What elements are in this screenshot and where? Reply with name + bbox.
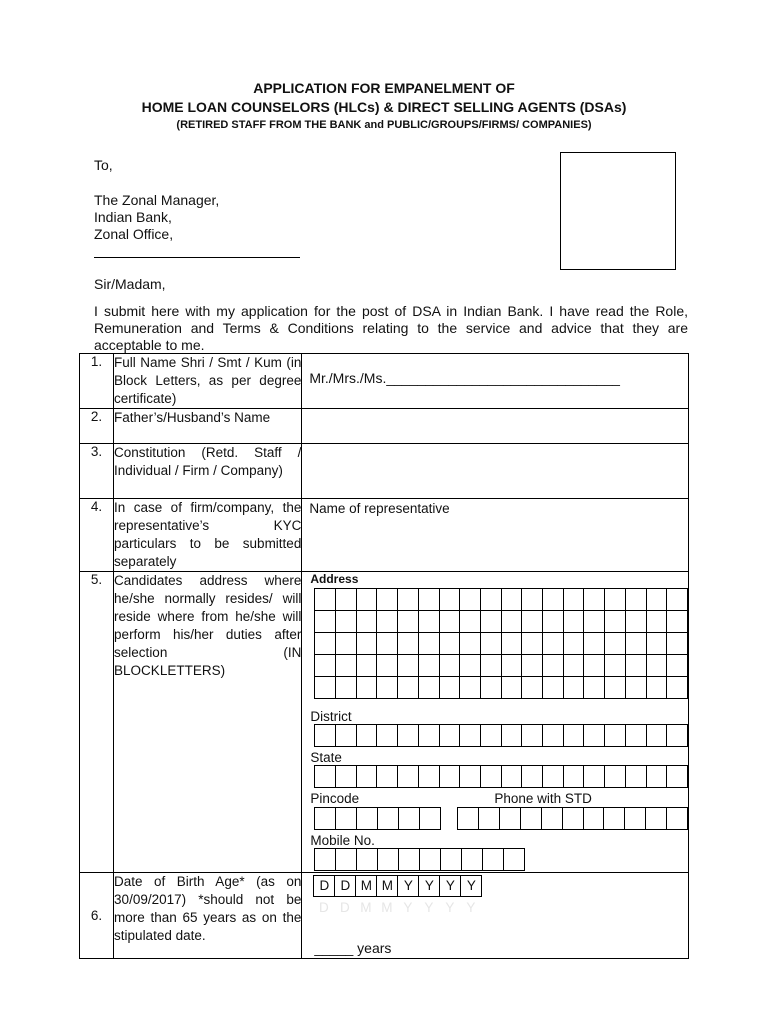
address-cell[interactable]: [667, 677, 688, 699]
address-cell[interactable]: [398, 677, 419, 699]
address-cell[interactable]: [667, 655, 688, 677]
phone-cell[interactable]: [667, 808, 688, 830]
address-cell[interactable]: [480, 677, 501, 699]
age-years: _____ years: [314, 940, 392, 956]
dob-letter-cell[interactable]: Y: [440, 876, 461, 896]
address-cell[interactable]: [522, 655, 543, 677]
address-cell[interactable]: [377, 633, 398, 655]
address-cell[interactable]: [418, 677, 439, 699]
address-cell[interactable]: [543, 589, 564, 611]
address-cell[interactable]: [667, 633, 688, 655]
dob-letter-cell[interactable]: Y: [461, 876, 482, 896]
address-block: [302, 572, 689, 873]
address-cell[interactable]: [356, 677, 377, 699]
mobile-cell[interactable]: [420, 849, 441, 871]
district-cell[interactable]: [584, 725, 605, 747]
application-form-table: [79, 353, 689, 959]
address-cell[interactable]: [439, 611, 460, 633]
state-cell[interactable]: [439, 766, 460, 788]
state-cell[interactable]: [377, 766, 398, 788]
dob-letter-cell[interactable]: M: [356, 876, 377, 896]
address-cell[interactable]: [460, 611, 481, 633]
mobile-cell[interactable]: [336, 849, 357, 871]
address-cell[interactable]: [356, 633, 377, 655]
district-cell[interactable]: [646, 725, 667, 747]
row-number: 5.: [80, 572, 114, 873]
address-cell[interactable]: [439, 589, 460, 611]
address-cell[interactable]: [646, 633, 667, 655]
address-cell[interactable]: [522, 589, 543, 611]
table-row: [80, 444, 689, 499]
address-cell[interactable]: [377, 611, 398, 633]
constitution-label: Constitution (Retd. Staff / Individual / Firm / Company): [114, 444, 302, 499]
address-cell[interactable]: [625, 677, 646, 699]
state-cell[interactable]: [480, 766, 501, 788]
address-cell[interactable]: [356, 611, 377, 633]
pincode-cell[interactable]: [378, 808, 399, 830]
dob-shadow-letter: Y: [403, 900, 413, 915]
address-cell[interactable]: [563, 677, 584, 699]
row-number: 4.: [80, 499, 114, 572]
photo-box: [560, 152, 676, 270]
mobile-cell[interactable]: [357, 849, 378, 871]
address-cell[interactable]: [501, 589, 522, 611]
address-cell[interactable]: [460, 589, 481, 611]
dob-letter-cell[interactable]: Y: [419, 876, 440, 896]
state-cell[interactable]: [315, 766, 336, 788]
address-cell[interactable]: [315, 655, 336, 677]
address-cell[interactable]: [501, 677, 522, 699]
state-cell[interactable]: [584, 766, 605, 788]
address-cell[interactable]: [398, 611, 419, 633]
constitution-field[interactable]: [302, 444, 689, 499]
state-cell[interactable]: [667, 766, 688, 788]
address-cell[interactable]: [543, 633, 564, 655]
table-row: [80, 572, 689, 873]
dob-shadow-letter: M: [381, 900, 393, 915]
address-cell[interactable]: [418, 633, 439, 655]
address-cell[interactable]: [584, 655, 605, 677]
address-cell[interactable]: [625, 633, 646, 655]
state-cell[interactable]: [336, 766, 357, 788]
address-cell[interactable]: [605, 589, 626, 611]
state-cell[interactable]: [398, 766, 419, 788]
district-cell[interactable]: [356, 725, 377, 747]
address-cell[interactable]: [480, 611, 501, 633]
district-cell[interactable]: [315, 725, 336, 747]
phone-cell[interactable]: [604, 808, 625, 830]
dob-letter-cell[interactable]: D: [335, 876, 356, 896]
address-cell[interactable]: [667, 589, 688, 611]
address-cell[interactable]: [646, 611, 667, 633]
address-cell[interactable]: [418, 611, 439, 633]
address-cell[interactable]: [522, 633, 543, 655]
address-cell[interactable]: [418, 589, 439, 611]
address-label: Candidates address where he/she normally resides/ will reside where from he/she will perform his/her duties after selection (IN BLOCKLETTERS): [114, 572, 302, 873]
dob-box[interactable]: [313, 875, 482, 897]
district-cell[interactable]: [543, 725, 564, 747]
phone-cell[interactable]: [625, 808, 646, 830]
address-cell[interactable]: [377, 677, 398, 699]
address-cell[interactable]: [398, 655, 419, 677]
dob-shadow-letter: Y: [424, 900, 434, 915]
address-cell[interactable]: [646, 589, 667, 611]
pincode-cell[interactable]: [399, 808, 420, 830]
district-cell[interactable]: [522, 725, 543, 747]
form-title: APPLICATION FOR EMPANELMENT OF: [253, 80, 515, 96]
state-cell[interactable]: [625, 766, 646, 788]
phone-cell[interactable]: [646, 808, 667, 830]
address-cell[interactable]: [336, 655, 357, 677]
address-cell[interactable]: [522, 677, 543, 699]
dob-letter-cell[interactable]: D: [314, 876, 335, 896]
addressee-line1: The Zonal Manager,: [94, 192, 220, 208]
address-cell[interactable]: [418, 655, 439, 677]
address-cell[interactable]: [584, 633, 605, 655]
address-cell[interactable]: [377, 655, 398, 677]
district-cell[interactable]: [418, 725, 439, 747]
address-cell[interactable]: [584, 677, 605, 699]
addressee-line3: Zonal Office,: [94, 226, 174, 242]
pincode-cell[interactable]: [420, 808, 441, 830]
mobile-cell[interactable]: [378, 849, 399, 871]
form-subtitle: (RETIRED STAFF FROM THE BANK and PUBLIC/GROUPS/FIRMS/ COMPANIES): [176, 119, 592, 131]
address-cell[interactable]: [439, 633, 460, 655]
father-husband-name-field[interactable]: [302, 409, 689, 444]
dob-letter-cell[interactable]: Y: [398, 876, 419, 896]
dob-label: Date of Birth Age* (as on 30/09/2017) *should not be more than 65 years as on the stipulated date.: [114, 873, 302, 959]
address-cell[interactable]: [563, 633, 584, 655]
address-field-label: Address: [310, 572, 359, 586]
phone-cell[interactable]: [562, 808, 583, 830]
district-cell[interactable]: [460, 725, 481, 747]
full-name-field[interactable]: [302, 354, 689, 409]
row-number: 2.: [80, 409, 114, 444]
address-cell[interactable]: [605, 655, 626, 677]
address-cell[interactable]: [377, 589, 398, 611]
state-cell[interactable]: [356, 766, 377, 788]
phone-cell[interactable]: [583, 808, 604, 830]
dob-shadow: [313, 898, 481, 918]
mobile-cell[interactable]: [504, 849, 525, 871]
phone-cell[interactable]: [479, 808, 500, 830]
row-number: 6.: [80, 873, 114, 959]
address-cell[interactable]: [563, 589, 584, 611]
address-cell[interactable]: [460, 677, 481, 699]
address-cell[interactable]: [356, 655, 377, 677]
representative-field[interactable]: [302, 499, 689, 572]
address-cell[interactable]: [625, 611, 646, 633]
dob-letter-cell[interactable]: M: [377, 876, 398, 896]
address-cell[interactable]: [480, 633, 501, 655]
address-cell[interactable]: [501, 611, 522, 633]
address-cell[interactable]: [563, 611, 584, 633]
address-cell[interactable]: [522, 611, 543, 633]
address-cell[interactable]: [543, 677, 564, 699]
district-cell[interactable]: [336, 725, 357, 747]
address-cell[interactable]: [605, 633, 626, 655]
address-cell[interactable]: [398, 633, 419, 655]
mobile-cell[interactable]: [483, 849, 504, 871]
phone-cell[interactable]: [520, 808, 541, 830]
address-cell[interactable]: [543, 611, 564, 633]
address-cell[interactable]: [501, 633, 522, 655]
address-cell[interactable]: [646, 677, 667, 699]
address-cell[interactable]: [315, 611, 336, 633]
phone-cell[interactable]: [500, 808, 521, 830]
row-number: 3.: [80, 444, 114, 499]
full-name-label: Full Name Shri / Smt / Kum (in Block Letters, as per degree certificate): [114, 354, 302, 409]
zonal-office-blank[interactable]: [94, 257, 300, 258]
address-cell[interactable]: [315, 589, 336, 611]
addressee-line2: Indian Bank,: [94, 209, 172, 225]
father-husband-name-label: Father’s/Husband’s Name: [114, 409, 302, 444]
kyc-label: In case of firm/company, the representative’s KYC particulars to be submitted separately: [114, 499, 302, 572]
intro-paragraph: I submit here with my application for the post of DSA in Indian Bank. I have read the Role, Remuneration and Terms & Conditions relating to the service and advice that they are acceptable to me.: [94, 303, 688, 353]
state-cell[interactable]: [563, 766, 584, 788]
mobile-cell[interactable]: [315, 849, 336, 871]
district-cell[interactable]: [605, 725, 626, 747]
table-row: [80, 499, 689, 572]
table-row: [80, 873, 689, 959]
dob-field[interactable]: [302, 873, 689, 959]
district-cell[interactable]: [398, 725, 419, 747]
address-cell[interactable]: [584, 589, 605, 611]
state-cell[interactable]: [543, 766, 564, 788]
row-number: 1.: [80, 354, 114, 409]
pincode-cell[interactable]: [315, 808, 336, 830]
address-cell[interactable]: [605, 677, 626, 699]
address-cell[interactable]: [480, 589, 501, 611]
address-cell[interactable]: [605, 611, 626, 633]
district-cell[interactable]: [625, 725, 646, 747]
address-cell[interactable]: [460, 633, 481, 655]
address-cell[interactable]: [315, 633, 336, 655]
pincode-label: Pincode: [310, 791, 360, 806]
pincode-cell[interactable]: [336, 808, 357, 830]
address-cell[interactable]: [356, 589, 377, 611]
phone-label: Phone with STD: [494, 791, 592, 806]
form-title-line2: HOME LOAN COUNSELORS (HLCs) & DIRECT SELLING AGENTS (DSAs): [141, 99, 627, 115]
address-cell[interactable]: [501, 655, 522, 677]
dob-shadow-letter: M: [360, 900, 372, 915]
representative-label: Name of representative: [309, 501, 450, 516]
full-name-prefix: Mr./Mrs./Ms.______________________________: [309, 370, 620, 386]
mobile-cell[interactable]: [462, 849, 483, 871]
address-cell[interactable]: [625, 589, 646, 611]
phone-cell[interactable]: [458, 808, 479, 830]
address-cell[interactable]: [439, 655, 460, 677]
address-cell[interactable]: [398, 589, 419, 611]
to-line: To,: [94, 157, 113, 173]
district-cell[interactable]: [480, 725, 501, 747]
table-row: [80, 409, 689, 444]
salutation: Sir/Madam,: [94, 276, 166, 292]
table-row: [80, 354, 689, 409]
district-cell[interactable]: [563, 725, 584, 747]
dob-shadow-letter: Y: [466, 900, 476, 915]
address-cell[interactable]: [563, 655, 584, 677]
state-cell[interactable]: [501, 766, 522, 788]
mobile-cell[interactable]: [399, 849, 420, 871]
phone-cell[interactable]: [541, 808, 562, 830]
address-cell[interactable]: [336, 589, 357, 611]
pincode-cell[interactable]: [357, 808, 378, 830]
district-cell[interactable]: [667, 725, 688, 747]
mobile-cell[interactable]: [441, 849, 462, 871]
mobile-label: Mobile No.: [310, 833, 375, 848]
dob-shadow-letter: Y: [445, 900, 455, 915]
dob-shadow-letter: D: [339, 900, 350, 915]
state-label: State: [310, 750, 342, 765]
address-cell[interactable]: [646, 655, 667, 677]
state-cell[interactable]: [522, 766, 543, 788]
district-cell[interactable]: [377, 725, 398, 747]
address-cell[interactable]: [625, 655, 646, 677]
address-cell[interactable]: [667, 611, 688, 633]
address-cell[interactable]: [439, 677, 460, 699]
district-cell[interactable]: [501, 725, 522, 747]
address-cell[interactable]: [315, 677, 336, 699]
address-cell[interactable]: [336, 677, 357, 699]
state-cell[interactable]: [418, 766, 439, 788]
address-cell[interactable]: [543, 655, 564, 677]
address-cell[interactable]: [336, 611, 357, 633]
dob-shadow-letter: D: [318, 900, 329, 915]
district-label: District: [310, 709, 352, 724]
state-cell[interactable]: [605, 766, 626, 788]
address-cell[interactable]: [480, 655, 501, 677]
address-cell[interactable]: [584, 611, 605, 633]
state-cell[interactable]: [646, 766, 667, 788]
address-cell[interactable]: [460, 655, 481, 677]
district-cell[interactable]: [439, 725, 460, 747]
state-cell[interactable]: [460, 766, 481, 788]
address-cell[interactable]: [336, 633, 357, 655]
